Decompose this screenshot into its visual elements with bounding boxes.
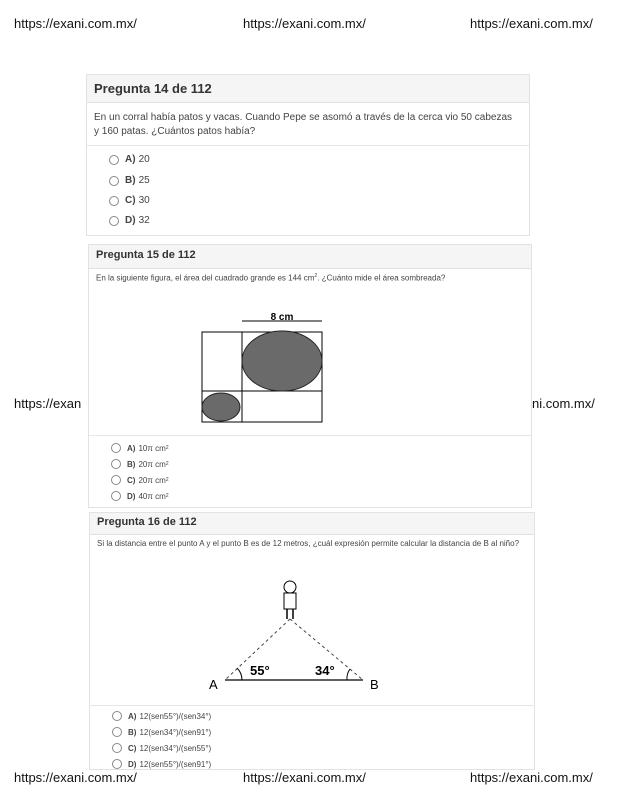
radio-button[interactable]: [109, 176, 119, 186]
radio-button[interactable]: [112, 743, 122, 753]
option-b[interactable]: B) 25: [109, 175, 150, 186]
option-a[interactable]: A) 12(sen55°)/(sen34°): [112, 711, 211, 721]
question-16-card: [89, 512, 535, 770]
radio-button[interactable]: [111, 475, 121, 485]
watermark-top-center: https://exani.com.mx/: [243, 16, 366, 31]
watermark-mid-left: https://exan: [14, 396, 82, 411]
radio-button[interactable]: [111, 491, 121, 501]
divider: [89, 435, 531, 436]
watermark-mid-right: ni.com.mx/: [532, 396, 595, 411]
option-a[interactable]: A) 10π cm 2: [111, 443, 169, 453]
child-head: [284, 581, 296, 593]
option-d[interactable]: D) 32: [109, 215, 150, 226]
watermark-bottom-center: https://exani.com.mx/: [243, 770, 366, 785]
radio-button[interactable]: [109, 155, 119, 165]
radio-button[interactable]: [112, 711, 122, 721]
option-c[interactable]: C) 20π cm 2: [111, 475, 169, 485]
angle-a-label: 55°: [250, 663, 270, 678]
question-16-title: Pregunta 16 de 112: [90, 513, 534, 535]
squares-circles-figure: [199, 311, 325, 427]
option-a[interactable]: A) 20: [109, 154, 150, 165]
divider: [87, 145, 529, 146]
radio-button[interactable]: [112, 759, 122, 769]
option-b[interactable]: B) 20π cm 2: [111, 459, 169, 469]
watermark-top-right: https://exani.com.mx/: [470, 16, 593, 31]
option-d[interactable]: D) 40π cm 2: [111, 491, 169, 501]
radio-button[interactable]: [111, 443, 121, 453]
triangle-figure: [198, 577, 402, 691]
question-16-text: Si la distancia entre el punto A y el punto B es de 12 metros, ¿cuál expresión permite calcular la distancia de B al niño?: [97, 539, 520, 548]
angle-a-arc: [237, 668, 242, 680]
watermark-bottom-left: https://exani.com.mx/: [14, 770, 137, 785]
dimension-label: 8 cm: [270, 312, 294, 323]
radio-button[interactable]: [109, 216, 119, 226]
angle-b-label: 34°: [315, 663, 335, 678]
angle-b-arc: [347, 669, 350, 680]
option-d[interactable]: D) 12(sen55°)/(sen91°): [112, 759, 211, 769]
radio-button[interactable]: [111, 459, 121, 469]
question-15-card: [88, 244, 532, 508]
question-14-title: Pregunta 14 de 112: [87, 75, 529, 103]
option-c[interactable]: C) 30: [109, 195, 150, 206]
question-15-text: En la siguiente figura, el área del cuadrado grande es 144 $cm^2$. ¿Cuánto mide el área sombreada?: [96, 273, 446, 283]
watermark-bottom-right: https://exani.com.mx/: [470, 770, 593, 785]
question-15-title: Pregunta 15 de 112: [89, 245, 531, 269]
watermark-top-left: https://exani.com.mx/: [14, 16, 137, 31]
child-body: [284, 593, 296, 609]
radio-button[interactable]: [109, 196, 119, 206]
option-c[interactable]: C) 12(sen34°)/(sen55°): [112, 743, 211, 753]
point-b-label: B: [370, 677, 379, 691]
point-a-label: A: [209, 677, 218, 691]
option-b[interactable]: B) 12(sen34°)/(sen91°): [112, 727, 211, 737]
question-14-card: [86, 74, 530, 236]
small-shaded-circle: [202, 393, 240, 421]
question-14-text: En un corral había patos y vacas. Cuando Pepe se asomó a través de la cerca vio 50 cabezas y 160 patas. ¿Cuántos patos había?: [94, 112, 513, 137]
divider: [90, 705, 534, 706]
radio-button[interactable]: [112, 727, 122, 737]
large-shaded-circle: [242, 331, 322, 391]
